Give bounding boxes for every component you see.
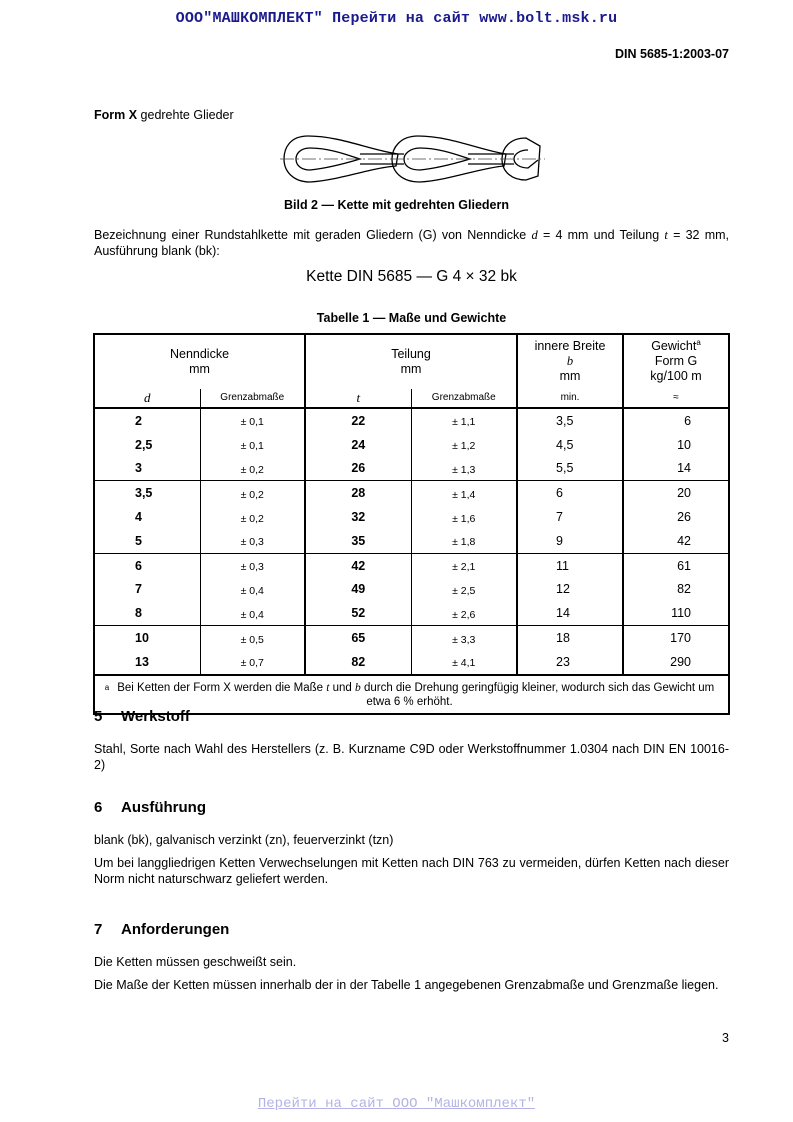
cell-t: 35 [305, 529, 411, 553]
cell-b: 3,5 [517, 408, 623, 433]
cell-d: 4 [135, 510, 142, 525]
cell-b: 6 [517, 481, 623, 505]
subheader-d: d [94, 389, 200, 409]
cell-d-tol: ± 0,4 [200, 601, 305, 625]
cell-t-tol: ± 3,3 [411, 626, 517, 650]
cell-t: 52 [305, 601, 411, 625]
cell-d-tol: ± 0,2 [200, 457, 305, 481]
table-subheader-row [94, 389, 729, 409]
table-row [94, 578, 729, 602]
table-row [94, 433, 729, 457]
footnote-mark: a [104, 682, 110, 692]
cell-weight: 20 [623, 481, 729, 505]
section-heading-ausfuehrung [94, 799, 206, 816]
header-nenndicke [94, 334, 305, 389]
cell-weight: 42 [623, 529, 729, 553]
cell-weight: 14 [623, 457, 729, 481]
cell-b: 23 [517, 650, 623, 675]
cell-weight: 290 [623, 650, 729, 675]
twisted-chain-drawing-icon [280, 130, 545, 188]
symbol-d: d [531, 228, 538, 242]
cell-b: 9 [517, 529, 623, 553]
cell-weight: 110 [623, 601, 729, 625]
section-paragraph: Um bei langgliedrigen Ketten Verwechselungen mit Ketten nach DIN 763 zu vermeiden, dürfen Ketten nach dieser Norm nicht naturschwarz geliefert werden. [94, 856, 729, 886]
section-paragraph: Die Ketten müssen geschweißt sein. [94, 955, 297, 969]
cell-weight: 26 [623, 505, 729, 529]
cell-weight: 6 [623, 408, 729, 433]
cell-b: 14 [517, 601, 623, 625]
text-segment: und [329, 681, 355, 694]
cell-weight: 10 [623, 433, 729, 457]
header-form: Form G [654, 354, 698, 369]
text-segment: = 4 mm und Teilung [537, 228, 665, 242]
footnote-ref: a [696, 338, 701, 348]
header-unit: mm [559, 369, 581, 384]
cell-t-tol: ± 1,2 [411, 433, 517, 457]
section-title: Anforderungen [121, 921, 230, 938]
cell-d-tol: ± 0,7 [200, 650, 305, 675]
cell-weight: 82 [623, 578, 729, 602]
section-paragraph: blank (bk), galvanisch verzinkt (zn), feuerverzinkt (tzn) [94, 833, 394, 847]
table-header-row [94, 334, 729, 389]
header-label: Nenndicke [169, 346, 230, 361]
table-row [94, 529, 729, 553]
section-paragraph: Stahl, Sorte nach Wahl des Herstellers (z. B. Kurzname C9D oder Werkstoffnummer 1.0304 nach DIN EN 10016-2) [94, 742, 729, 772]
header-gewicht [623, 334, 729, 389]
cell-t-tol: ± 2,1 [411, 553, 517, 577]
cell-d: 2 [135, 413, 142, 428]
cell-d: 13 [135, 654, 149, 669]
cell-t-tol: ± 4,1 [411, 650, 517, 675]
cell-weight: 61 [623, 553, 729, 577]
table-row [94, 553, 729, 577]
cell-b: 18 [517, 626, 623, 650]
symbol-b: b [355, 681, 361, 694]
header-teilung [305, 334, 517, 389]
cell-t: 28 [305, 481, 411, 505]
cell-t: 32 [305, 505, 411, 529]
cell-t-tol: ± 1,3 [411, 457, 517, 481]
dimensions-table [93, 333, 730, 715]
subheader-t: t [305, 389, 411, 409]
cell-d-tol: ± 0,1 [200, 433, 305, 457]
cell-d-tol: ± 0,5 [200, 626, 305, 650]
table-row [94, 650, 729, 675]
cell-d: 2,5 [135, 437, 153, 452]
document-id: DIN 5685-1:2003-07 [615, 47, 729, 61]
subheader-weight-approx: ≈ [623, 389, 729, 409]
symbol-t: t [664, 228, 668, 242]
text-segment: Bei Ketten der Form X werden die Maße [117, 681, 327, 694]
cell-t: 49 [305, 578, 411, 602]
symbol-b: b [566, 354, 574, 369]
site-banner-link[interactable]: ООО"МАШКОМПЛЕКТ" Перейти на сайт www.bolt.msk.ru [175, 10, 618, 27]
section-number: 5 [94, 708, 103, 725]
cell-b: 12 [517, 578, 623, 602]
cell-d-tol: ± 0,3 [200, 529, 305, 553]
cell-d: 3,5 [135, 486, 153, 501]
table-row [94, 457, 729, 481]
header-unit: mm [189, 361, 210, 376]
cell-d: 8 [94, 601, 200, 625]
symbol-t: t [326, 681, 330, 694]
form-x-rest: gedrehte Glieder [137, 108, 234, 122]
subheader-d-tolerance: Grenzabmaße [200, 389, 305, 409]
header-label: Gewicht [651, 339, 697, 354]
section-title: Ausführung [121, 799, 206, 816]
cell-d-tol: ± 0,1 [200, 408, 305, 433]
section-number: 7 [94, 921, 103, 938]
section-heading-werkstoff [94, 708, 190, 725]
cell-t: 22 [305, 408, 411, 433]
section-paragraph: Die Maße der Ketten müssen innerhalb der in der Tabelle 1 angegebenen Grenzabmaße und Grenzmaße liegen. [94, 978, 719, 992]
cell-t: 82 [305, 650, 411, 675]
header-unit: mm [400, 361, 422, 376]
header-label: Teilung [391, 346, 431, 361]
figure-caption: Bild 2 — Kette mit gedrehten Gliedern [283, 198, 510, 212]
cell-t-tol: ± 1,6 [411, 505, 517, 529]
cell-t: 24 [305, 433, 411, 457]
cell-d: 10 [135, 631, 149, 646]
form-x-bold: Form X [94, 108, 138, 122]
table-row [94, 601, 729, 625]
cell-b: 5,5 [517, 457, 623, 481]
text-segment: durch die Drehung geringfügig kleiner, wodurch sich das Gewicht um etwa 6 % erhöht. [360, 681, 715, 708]
cell-d: 3 [94, 457, 200, 481]
cell-d: 6 [135, 558, 142, 573]
section-title: Werkstoff [121, 708, 190, 725]
subheader-b-min: min. [517, 389, 623, 409]
cell-d-tol: ± 0,4 [200, 578, 305, 602]
cell-t: 42 [305, 553, 411, 577]
table-caption: Tabelle 1 — Maße und Gewichte [316, 311, 507, 325]
section-heading-anforderungen [94, 921, 229, 938]
page-number: 3 [722, 1031, 729, 1045]
form-x-label [94, 108, 234, 122]
header-unit: kg/100 m [650, 369, 702, 384]
footer-site-link[interactable]: Перейти на сайт ООО "Машкомплект" [257, 1096, 536, 1112]
cell-d-tol: ± 0,2 [200, 481, 305, 505]
cell-b: 7 [517, 505, 623, 529]
header-innere-breite [517, 334, 623, 389]
table-row [94, 481, 729, 505]
cell-weight: 170 [623, 626, 729, 650]
cell-d-tol: ± 0,3 [200, 553, 305, 577]
cell-d-tol: ± 0,2 [200, 505, 305, 529]
cell-b: 4,5 [517, 433, 623, 457]
table-row [94, 505, 729, 529]
table-row [94, 408, 729, 433]
section-number: 6 [94, 799, 103, 816]
cell-t: 65 [305, 626, 411, 650]
table-row [94, 626, 729, 650]
designation-paragraph [94, 228, 729, 259]
header-label: innere Breite [534, 339, 606, 354]
cell-t-tol: ± 2,5 [411, 578, 517, 602]
subheader-t-tolerance: Grenzabmaße [411, 389, 517, 409]
cell-d: 5 [94, 529, 200, 553]
cell-t-tol: ± 2,6 [411, 601, 517, 625]
cell-t-tol: ± 1,8 [411, 529, 517, 553]
table-body [94, 408, 729, 714]
text-segment: = 32 mm, Ausführung blank (bk): [94, 228, 730, 258]
cell-b: 11 [517, 553, 623, 577]
designation-example: Kette DIN 5685 — G 4 × 32 bk [306, 268, 517, 285]
cell-t: 26 [305, 457, 411, 481]
cell-t-tol: ± 1,4 [411, 481, 517, 505]
text-segment: Bezeichnung einer Rundstahlkette mit geraden Gliedern (G) von Nenndicke [94, 228, 532, 242]
cell-d: 7 [135, 582, 142, 597]
cell-t-tol: ± 1,1 [411, 408, 517, 433]
